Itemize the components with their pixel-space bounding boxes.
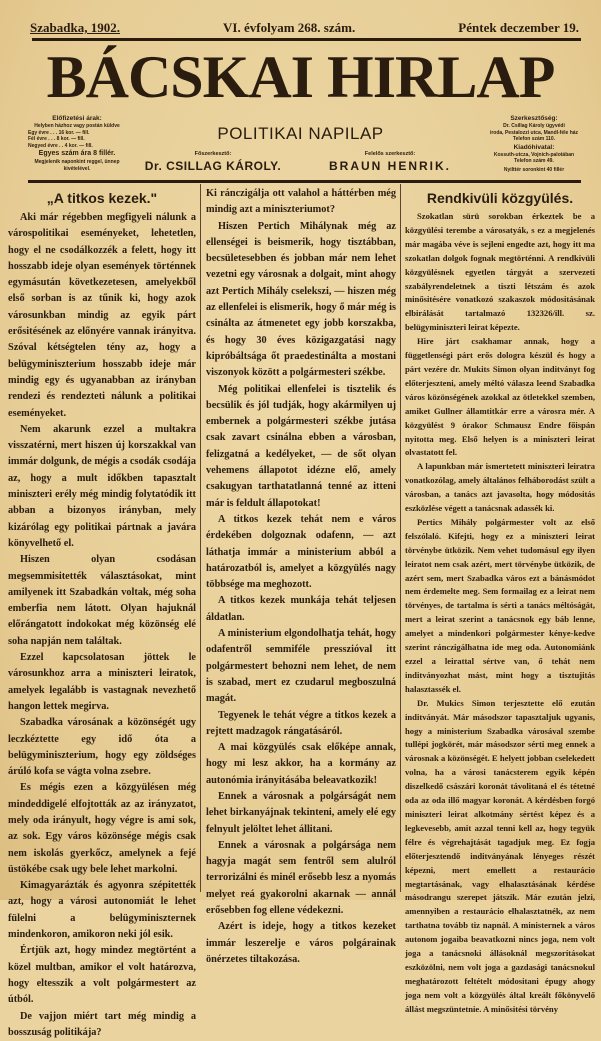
article-titkos-kezek-continued — [206, 186, 396, 968]
paragraph: Hiszen Pertich Mihálynak még az ellenségei is beismerik, hogy tisztábban, becsületesebben és jobban már nem lehet vezetni egy városnak a dolgait, mint ahogy azt Pertich Mihály cselekszi, — hiszen még az ellenfelei is elismerik, hogy ő már még is csinálta az átmenetet egy jobb korszakba, és hogy 30 éves közigazgatási nagy kipróbáltsága őt praedestinálta a mostani viszonyok között a polgármesteri székbe. — [206, 220, 396, 379]
paragraph: A ministerium elgondolhatja tehát, hogy odafentről semmiféle presszióval itt polgármestert behozni nem lehet, de nem is szabad, mert ez czudarul megboszulná magát. — [206, 628, 396, 705]
subscription-line: Fél évre . . . 8 kor. — fill. — [28, 136, 85, 142]
paragraph: Es mégis ezen a közgyülésen még mindeddigelé elfojtották az az irányzatot, mely oda irányult, hogy végre is ami sok, az sok. Egy város közönsége mégis csak nem iskolás gyerkőcz, amelynek a fejé üstökébe csak ugy bele lehet markolni. — [8, 782, 196, 875]
paragraph: Szokatlan sürü sorokban érkeztek be a közgyülési terembe a városatyák, s ez a megjelenés már magába véve is sejleni engedte azt, hogy itt ma szokatlan dolgok fognak megtörténni. A rendkivüli közgyülésnek egyetlen tárgyát a szervezeti szabályrendeletnek a tiszti létszám és azok minősitésére vonatkozó szakaszok módositásának elbirálását tartalmazó 132326/ill. sz. belügyminiszteri leirat képezte. — [405, 211, 595, 333]
paragraph: Hire járt csakhamar annak, hogy a függetlenségi párt erős dologra készül és hogy a párt vezére dr. Mukits Simon olyan inditványt fog előterjeszteni, amely méltó válasza leend Szabadka város közönségének azokkal az ötletekkel szemben, amiket Gullner államtitkár erre a városra mér. A közgyülést 9 órakor Schmausz Endre főispán nyitotta meg. Első helyen is a miniszteri leirat olvastatott fel. — [405, 336, 595, 458]
article-rendkivuli-kozgyules — [405, 188, 595, 1017]
paragraph: Dr. Mukics Simon terjesztette elő ezután inditványát. Már másodszor tapasztaljuk ugyanis, hogy a ministerium Szabadka városával szembe tullépi jogkörét, már másodszor sérti meg ennek a városnak a közönségét. E helyett jobban cselekedett volna, ha a városi tanácsterem egyik képén diszelkedő császári koronát távolitaná el és tétetné oda az oda illő magyar koronát. A kérdésben forgó miniszteri leirat alkotmány sértést képez és a legkevesebb, amit azzal tenni kell az, hogy tegyük félre és végrehajtását tagadjuk meg. Ez fogja előterjesztendő inditványának lényeges részét képezni, mert emellett a restaurácio megtartásának, vagy elhalasztásának kérdése másodrangu szerepet játszik. Már ezután jelzi, amennyiben a restaurácio elhalasztatnék, az nem tarthatna tovább tiz napnál. A ministernek a város autonom jogaiba beavatkozni nincs joga, nem volt joga a tanácsnoki állásoknál megszorításokat eszközölni, nem volt joga a gazdasági tanácsnokul meghatározott feltételt módositani épugy ahogy joga nem volt a közgyülés által kreált főkönyvelő állást megszüntetnie. A minősitési törvény — [405, 697, 595, 1014]
top-rule — [32, 38, 581, 41]
paragraph: Azért is ideje, hogy a titkos kezeket immár leszerelje e város polgárainak önérzetes tiltakozása. — [206, 921, 396, 965]
paragraph: Ki ránczigálja ott valahol a háttérben még mindig azt a miniszteriumot? — [206, 188, 396, 216]
editorial-line: Dr. Csillag Károly ügyvédi — [503, 123, 565, 129]
subscription-line: Egy évre . . . 16 kor. — fill. — [28, 129, 90, 136]
paragraph: Szabadka városának a közönségét ugy leczkéztette egy idő óta a belügyminiszterium, hogy egy zöldséges árúló kofa se vágta volna zsebre. — [8, 717, 196, 778]
paragraph: De vajjon miért tart még mindig a bosszuság politikája? — [8, 1010, 196, 1038]
paragraph: A titkos kezek munkája tehát teljesen áldatlan. — [206, 595, 396, 623]
paragraph: A titkos kezek tehát nem e város érdekében dolgoznak odafenn, — azt láthatja immár a ministerium abból a határozatból is, amelyet a közgyülés nagy többsége ma meghozott. — [206, 513, 396, 591]
issue-number: VI. évfolyam 268. szám. — [223, 20, 356, 35]
resp-editor-role: Felelős szerkesztő: — [364, 151, 416, 157]
paragraph: Hiszen olyan csodásan megsemmisitették választásokat, mint amilyenek itt Szabadkán voltak, még soha emberfia nem látott. Olyan hajuknál előrángatott indokokat még közönség elé soha napján nem találtak. — [8, 554, 196, 647]
paragraph: Aki már régebben megfigyeli nálunk a várospolitikai eseményeket, lehetetlen, hogy el ne csodálkozzék a felett, hogy itt hosszabb ideje olyan események történnek egymásután következetesen, amelyekből első sorban is az tűnik ki, hogy azok városunkban mindig az egyik párt erősitésének az előnyére vannak irányitva. Szóval kétségtelen tény az, hogy a belügyminiszterium hosszabb ideje már mindig egy és ugyanabban az irányban rendezi és rendezteti nálunk a politikai eseményeket. — [8, 212, 196, 419]
editorial-heading: Szerkesztőség: — [510, 115, 558, 122]
place-year: Szabadka, 1902. — [30, 20, 120, 35]
paragraph: Még politikai ellenfelei is tisztelik és becsülik és jól tudják, hogy akármilyen uj embernek a polgármesteri székbe jutása csak zavart csinálna ebben a városban, felizgatná a kedélyeket, — de sőt olyan vehemens állapotot idézne elő, amely csakugyan tarthatatlanná tenné az itteni már is feldult állapotokat! — [206, 383, 396, 509]
paragraph: A lapunkban már ismertetett miniszteri leiratra vonatkozólag, amely általános felháborodást szült a városban, a tanács azt javasolta, hogy módositás eszközlése végett a tanácsnak adassék ki. — [405, 461, 595, 514]
article-titkos-kezek — [8, 188, 196, 1041]
article-heading: Rendkivüli közgyülés. — [426, 190, 574, 206]
paragraph: Értjük azt, hogy mindez megtörtént a közel multban, amikor el volt határozva, hogy eltesszik a volt polgármestert az útból. — [8, 945, 196, 1006]
dateline — [30, 14, 579, 36]
editorial-line: Telefon szám 110. — [512, 136, 556, 142]
paragraph: Ennek a városnak a polgársága nem hagyja magát sem fentről sem alulról terrorizálni és minél erősebb lesz a nyomás melyet reá gyakorolni akarnak — annál erősebben fog ellene védekezni. — [206, 839, 396, 917]
subscription-line: Helyben házhoz vagy postán küldve — [34, 123, 120, 129]
column-divider — [200, 184, 201, 892]
paragraph: Pertics Mihály polgármester volt az első felszólaló. Kifejti, hogy ez a miniszteri leirat törvénybe ütközik. Nem vehet tudomásul egy ilyen leiratot nem csak azért, mert törvénybe ütközik, de azért sem, mert Szabadka város ezt a bánásmódot nem érdemelte meg. Sem formailag ez a leirat nem törvényes, de tartalma is sérti a tanács méltóságát, mert a leirat szerint a tanácsnok egy báb lenne, amelyet a mindenkori polgármester kénye-kedve szerint ránczigálhatna ide meg oda. Autonomiánk ezzel a leirattal sértve van, ő tehát nem inditványozhat mást, mint hogy a tisztujitás halasztassék el. — [405, 516, 595, 694]
paragraph: Kimagyarázták és agyonra szépitették azt, hogy a városi autonomiát le lehet fülelni a belügyminiszternek mindenkoron, amikoron neki jól esik. — [8, 880, 196, 941]
paragraph: Nem akarunk ezzel a multakra visszatérni, mert hiszen új korszakkal van immár dolgunk, de mégis a csodák csodája az, hogy a mult időkben tapasztalt miniszteri erély még mindig folytatódik itt abban a bizonyos irányban, mely kizárólag egy politikai pártnak a javára könyvelhető el. — [8, 423, 196, 549]
paragraph: Ezzel kapcsolatosan jöttek le városunkhoz arra a miniszteri leiratok, amelyek legalább is vastagnak nevezhető hangon lettek megirva. — [8, 652, 196, 712]
paragraph: Ennek a városnak a polgárságát nem lehet birkanyájnak tekinteni, amely elé egy felnyult jelöltet lehet állitani. — [206, 790, 396, 835]
paragraph: A mai közgyülés csak előképe annak, hogy mi lesz akkor, ha a kormány az autonómia irányitásába beleavatkozik! — [206, 742, 396, 786]
chief-editor-name: Dr. CSILLAG KÁROLY. — [144, 159, 282, 173]
chief-editor — [128, 150, 298, 174]
masthead-title: BÁCSKAI HIRLAP — [46, 44, 555, 110]
chief-editor-role: Főszerkesztő: — [194, 151, 232, 157]
publication-note: Megjelenik naponkint reggel, ünnep kivételével. — [34, 159, 120, 172]
article-heading: „A titkos kezek." — [46, 190, 158, 206]
single-price: Egyes szám ára 8 fillér. — [38, 150, 116, 157]
masthead-subtitle: POLITIKAI NAPILAP — [217, 124, 384, 143]
column-divider — [400, 184, 401, 892]
paragraph: Tegyenek le tehát végre a titkos kezek a rejtett madzagok rángatásáról. — [206, 709, 396, 737]
admin-line: Kossuth-utcza, Vojnich-palotában — [493, 151, 575, 158]
responsible-editor — [306, 150, 474, 174]
nyiltter-note: Nyilttér soronkint 40 fillér — [503, 166, 565, 173]
editorial-office-box — [478, 114, 590, 173]
issue-date: Péntek deczember 19. — [458, 20, 579, 35]
resp-editor-name: BRAUN HENRIK. — [329, 159, 451, 173]
subscription-box — [28, 114, 126, 172]
admin-line: Telefon szám 49. — [514, 158, 554, 164]
subscription-heading: Előfizetési árak: — [52, 115, 102, 122]
subscription-line: Negyed évre . . 4 kor. — fill. — [28, 142, 93, 149]
editorial-line: iroda, Pestalozzi utca, Mandl-féle ház — [489, 129, 579, 136]
admin-heading: Kiadóhivatal: — [513, 143, 555, 151]
masthead — [0, 44, 601, 110]
masthead-bottom-rule — [28, 180, 581, 183]
